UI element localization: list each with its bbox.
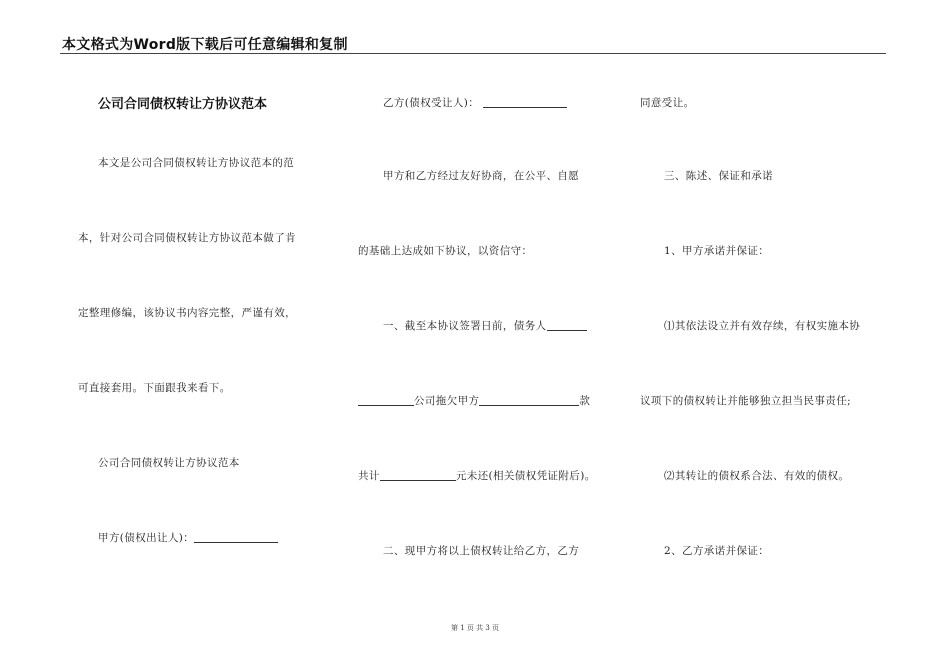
col1-line-3: 定整理修编，该协议书内容完整，严谨有效， (78, 307, 296, 319)
col2-line-3: 的基础上达成如下协议，以资信守： (358, 245, 533, 257)
party-b-label: 乙方(债权受让人)： (383, 97, 480, 109)
owed-blank (479, 393, 579, 406)
header-rule (60, 53, 886, 54)
col1-line-4: 可直接套用。下面跟我来看下。 (78, 382, 231, 394)
col1-line-6 (98, 530, 278, 545)
owed-suffix: 款 (579, 395, 591, 407)
owed-label: 公司拖欠甲方 (414, 395, 480, 407)
total-label: 共计 (358, 470, 380, 482)
col1-line-5: 公司合同债权转让方协议范本 (98, 457, 240, 469)
total-suffix: 元未还(相关债权凭证附后)。 (455, 470, 596, 482)
col2-line-1 (383, 95, 567, 110)
col3-line-3: 1、甲方承诺并保证： (664, 245, 770, 257)
col3-line-6: ⑵其转让的债权系合法、有效的债权。 (664, 470, 850, 482)
page-number: 第 1 页 共 3 页 (450, 624, 500, 632)
document-header: 本文格式为Word版下载后可任意编辑和复制 (62, 37, 348, 53)
col3-line-2: 三、陈述、保证和承诺 (664, 170, 773, 182)
debtor-label: 一、截至本协议签署日前，债务人 (383, 320, 547, 332)
document-title: 公司合同债权转让方协议范本 (98, 97, 268, 112)
company-blank (358, 393, 414, 406)
col1-line-1: 本文是公司合同债权转让方协议范本的范 (98, 157, 295, 169)
col2-line-7: 二、现甲方将以上债权转让给乙方，乙方 (383, 545, 580, 557)
col3-line-1: 同意受让。 (640, 97, 695, 109)
party-b-blank (483, 95, 567, 108)
col3-line-4: ⑴其依法设立并有效存续，有权实施本协 (664, 320, 861, 332)
debtor-blank (547, 318, 587, 331)
col3-line-7: 2、乙方承诺并保证： (664, 545, 770, 557)
col3-line-5: 议项下的债权转让并能够独立担当民事责任; (640, 395, 852, 407)
col1-line-2: 本，针对公司合同债权转让方协议范本做了肯 (78, 232, 296, 244)
party-a-blank (194, 530, 278, 543)
col2-line-6 (358, 468, 596, 483)
col2-line-2: 甲方和乙方经过友好协商，在公平、自愿 (383, 170, 580, 182)
party-a-label: 甲方(债权出让人)： (98, 532, 195, 544)
col2-line-5 (358, 393, 590, 408)
amount-blank (380, 468, 456, 481)
col2-line-4 (383, 318, 587, 333)
